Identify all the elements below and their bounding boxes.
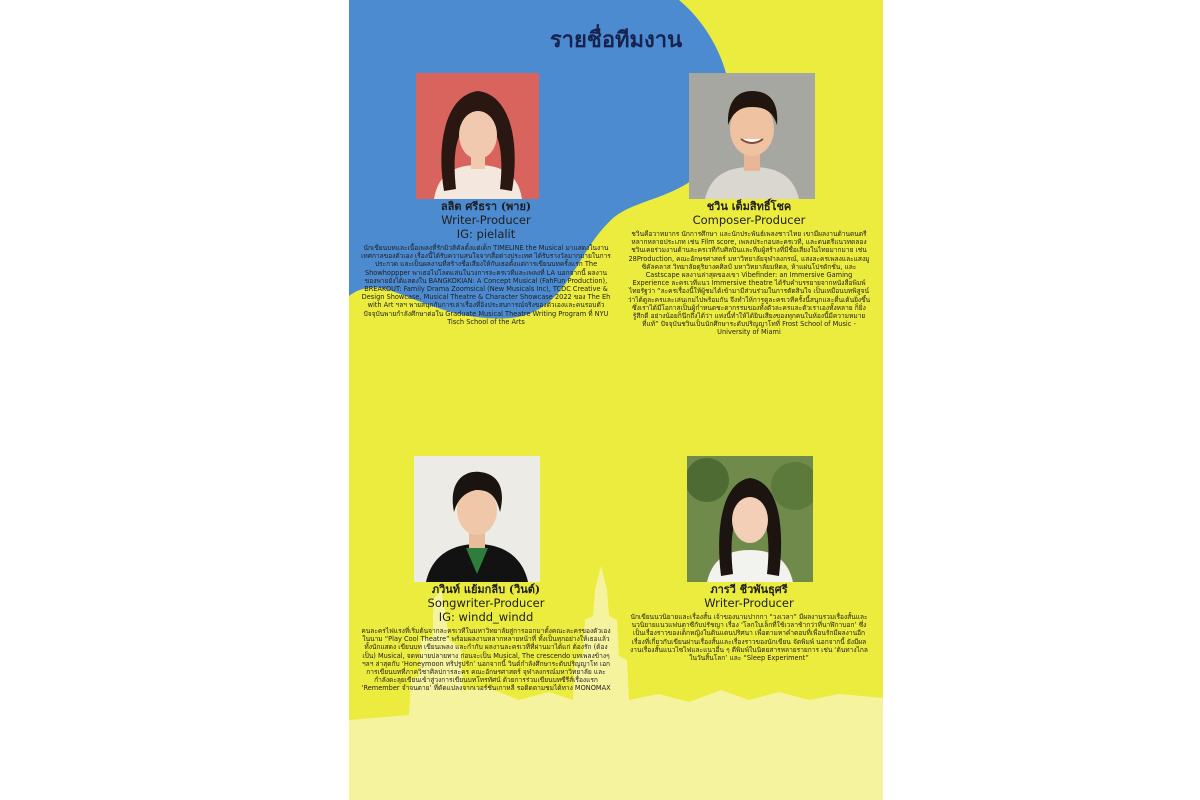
- man-portrait-icon: [414, 456, 540, 582]
- member-bio: คนละครไฟแรงที่เริ่มต้นจากละครเวทีในมหาวิทยาลัยสู่การออกมาตั้งคณะละครของตัวเองในนาม “Play Cool Theatre” พร้อมผลงานหลากหลายหน้าที่ ทั้งเป็นทุกอย่างให้เธอแล้ว ทั้งนักแสดง เขียนบท เขียนเพลง และกำกับ ผลงานละครเวทีที่ผ่านมาได้แก่ ต้องรัก (ต้องเป็น) Musical, จดหมายปลายทาง ก่อนจะเป็น Musical, The crescendo บทเพลงข้างๆ ฯลฯ ล่าสุดกับ ‘Honeymoon ทริปรูปรัก’ นอกจากนี้ วินต์กำลังศึกษาระดับปริญญาโท เอกการเขียนบทที่ภาควิชาศิลปการละคร คณะอักษรศาสตร์ จุฬาลงกรณ์มหาวิทยาลัย และกำลังตะลุยเขียนเข้าสู่วงการเขียนบทโทรทัศน์ ด้วยการร่วมเขียนบทซีรีส์เรื่องแรก ‘Remember จำจนตาย’ ที่ดัดแปลงจากเวอร์ชันเกาหลี รอติดตามชมได้ทาง MONOMAX: [361, 627, 611, 693]
- poster: [349, 0, 883, 800]
- page-title: รายชื่อทีมงาน: [549, 27, 683, 53]
- member-name: ภวินท์ แย้มกลีบ (วินต์): [431, 583, 541, 596]
- man-portrait-icon: [689, 73, 815, 199]
- member-role: Songwriter-Producer: [427, 596, 545, 610]
- member-card-chawin: [627, 200, 871, 337]
- woman-portrait-icon: [687, 456, 813, 582]
- member-name: ลลิต ศรีธรา (พาย): [440, 200, 532, 213]
- member-photo-chawin: [689, 73, 815, 199]
- member-role: Composer-Producer: [692, 213, 806, 227]
- member-name: ชวิน เต็มสิทธิ์โชค: [706, 200, 792, 213]
- member-ig: IG: pielalit: [456, 227, 516, 241]
- member-name: ภารวี ชีวพันธุศรี: [710, 583, 788, 596]
- member-photo-wind: [414, 456, 540, 582]
- member-photo-parawee: [687, 456, 813, 582]
- member-card-parawee: [627, 583, 871, 662]
- member-photo-pie: [416, 73, 539, 199]
- member-card-pie: [361, 200, 611, 326]
- member-bio: ชวินคือวาทยากร นักการศึกษา และนักประพันธ์เพลงชาวไทย เขามีผลงานด้านดนตรีหลากหลายประเภท เช่น Film score, เพลงประกอบละครเวที, และดนตรีแนวทดลอง ชวินเคยร่วมงานด้านละครเวทีกับศิลปินและทีมผู้สร้างที่มีชื่อเสียงในไทยมากมาย เช่น 28Production, คณะอักษรศาสตร์ มหาวิทยาลัยจุฬาลงกรณ์, แสงละครเพลงและแสงมูซิคัลคลาส วิทยาลัยดุริยางคศิลป์ มหาวิทยาลัยมหิดล, ห้าแผ่นโปรดักชั่น, และ Castscape ผลงานล่าสุดของเขา Vibefinder: an Immersive Gaming Experience ละครเวทีแนว Immersive theatre ได้รับคำบรรยายจากหนังสือพิมพ์ไทยรัฐว่า “ละครเรื่องนี้ให้ผู้ชมได้เข้ามามีส่วนร่วมในการตัดสินใจ เป็นเหมือนบทพิสูจน์ว่าได้ดูละครและเล่นเกมไปพร้อมกัน จึงทำให้การดูละครเวทีครั้งนี้สนุกและตื่นเต้นยิ่งขึ้น ซึ่งเราได้มีโอกาสเป็นผู้กำหนดชะตากรรมของทั้งตัวละครและตัวเราเองทั้งหลาย ก็ยิ่งรู้สึกดี อย่างน้อยก็นึกถึงได้ว่า แห่งนี้ทำให้ได้ยินเสียงของทุกคนในห้องนี้มีความหมายที่แท้” ปัจจุบันชวินเป็นนักศึกษาระดับปริญญาโทที่ Frost School of Music - University of Miami: [627, 230, 871, 337]
- member-bio: นักเขียนบทและเนื้อเพลงที่รักมิวสิคัลตั้งแต่เด็ก TIMELINE the Musical มาแสดงในงานเทศกาลของตัวเอง เรื่องนี้ได้รับความสนใจจากสื่อต่างประเทศ ได้รับรางวัลมากมายในการประกวด และเป็นผลงานที่สร้างชื่อเสียงให้กับเธอตั้งแต่การเขียนบทครั้งแรก The Showhoppper พาเธอไปโลดแล่นในวงการละครเวทีและเพลงที่ LA นอกจากนี้ ผลงานของพายยังได้แสดงใน BANGKOKIAN: A Concept Musical (FahFun Production), BREAKOUT: Family Drama Zoomsical (New Musicals Inc), TCDC Creative & Design Showcase, Musical Theatre & Character Showcase 2022 ของ The Eh with Art ฯลฯ พายสนุกกับการเล่าเรื่องที่อิงประสบการณ์จริงของตัวเองและคนรอบตัว ปัจจุบันพายกำลังศึกษาต่อใน Graduate Musical Theatre Writing Program ที่ NYU Tisch School of the Arts: [361, 244, 611, 326]
- member-card-wind: [361, 583, 611, 693]
- member-role: Writer-Producer: [441, 213, 531, 227]
- member-ig: IG: windd_windd: [438, 610, 534, 624]
- woman-portrait-icon: [416, 73, 539, 199]
- member-role: Writer-Producer: [704, 596, 794, 610]
- member-bio: นักเขียนนวนิยายและเรื่องสั้น เจ้าของนามปากกา “วงเวลา” มีผลงานรวมเรื่องสั้นและนวนิยายแนวแฟนตาซีกับปรัชญา เรื่อง ‘โลกใบเล็กที่ใช้เวลาช้ากว่าที่นาฬิกาบอก’ ซึ่งเป็นเรื่องราวของเด็กหญิงในดินแดนปริศนา เพื่อตามหาคำตอบที่เพื่อนรักมีผลงานอีกเรื่องที่เกี่ยวกับเขียนผ่านเรื่องสั้นและเรื่องราวของนักเขียน จัดพิมพ์ นอกจากนี้ ยังมีผลงานเรื่องสั้นแนวไซไฟและแนวอื่น ๆ ตีพิมพ์ในนิตยสารหลายรายการ เช่น ‘ต้นทางไกลในวันสิ้นโลก’ และ “Sleep Experiment”: [630, 613, 868, 663]
